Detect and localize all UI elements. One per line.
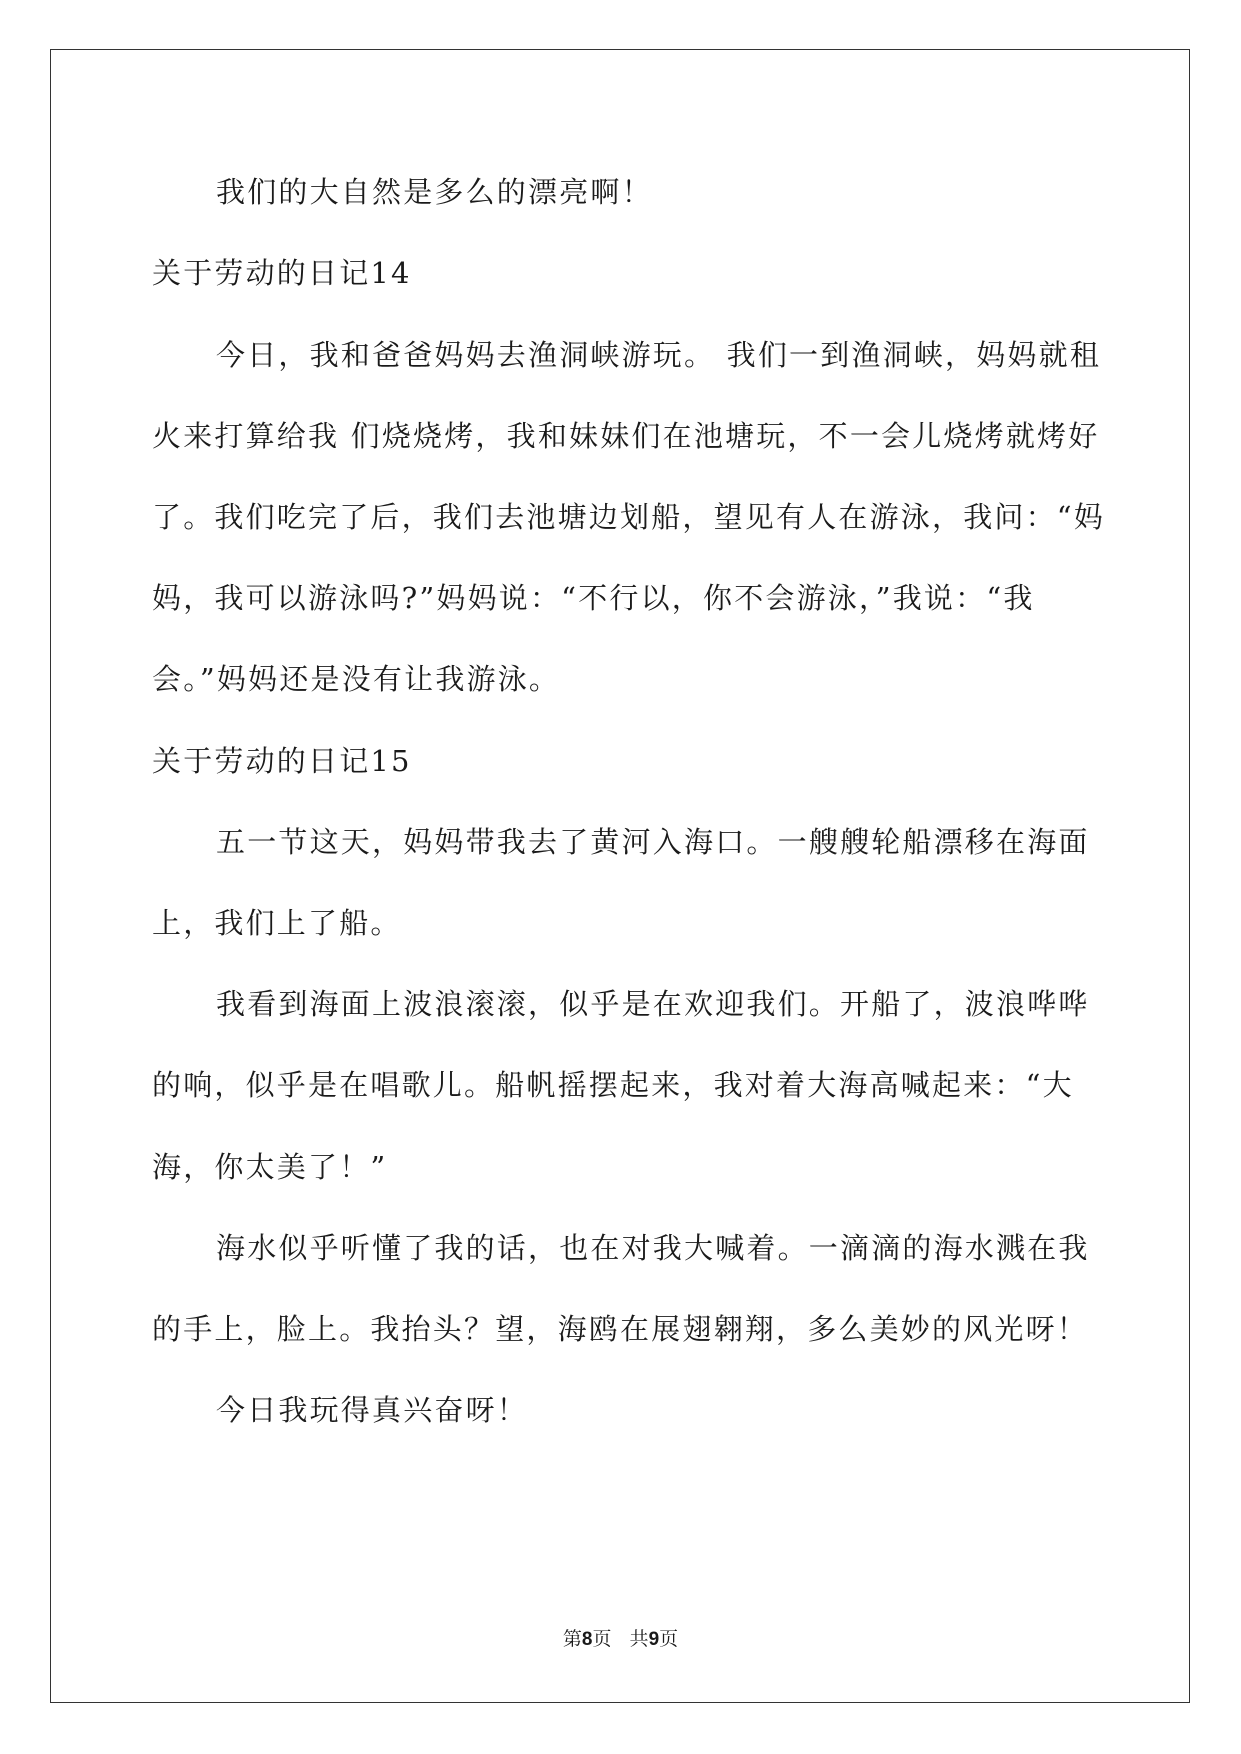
paragraph-line: 火来打算给我 们烧烧烤，我和妹妹们在池塘玩，不一会儿烧烤就烤好	[152, 419, 1100, 453]
paragraph-line: 五一节这天，妈妈带我去了黄河入海口。一艘艘轮船漂移在海面	[216, 825, 1090, 859]
page-footer	[0, 1626, 1241, 1653]
section-heading: 关于劳动的日记14	[152, 256, 412, 290]
paragraph-line: 的响，似乎是在唱歌儿。船帆摇摆起来，我对着大海高喊起来：“大	[152, 1068, 1074, 1102]
paragraph-line: 我看到海面上波浪滚滚，似乎是在欢迎我们。开船了，波浪哗哗	[216, 987, 1090, 1021]
footer-page-suffix: 页	[659, 1628, 679, 1650]
footer-total-pages: 9	[648, 1629, 660, 1650]
page-border	[50, 49, 1190, 1703]
paragraph-line: 的手上，脸上。我抬头？望，海鸥在展翅翱翔，多么美妙的风光呀！	[152, 1312, 1089, 1346]
paragraph-line: 上，我们上了船。	[152, 906, 402, 940]
paragraph-line: 妈，我可以游泳吗?”妈妈说：“不行以，你不会游泳，”我说：“我	[152, 581, 1035, 615]
paragraph-line: 我们的大自然是多么的漂亮啊！	[216, 175, 653, 209]
paragraph-line: 了。我们吃完了后，我们去池塘边划船，望见有人在游泳，我问：“妈	[152, 500, 1106, 534]
paragraph-line: 今日，我和爸爸妈妈去渔洞峡游玩。 我们一到渔洞峡，妈妈就租	[216, 338, 1102, 372]
paragraph-line: 今日我玩得真兴奋呀！	[216, 1393, 529, 1427]
footer-page-prefix: 第	[562, 1628, 582, 1650]
footer-page-mid: 页 共	[592, 1628, 649, 1650]
paragraph-line: 会。”妈妈还是没有让我游泳。	[152, 662, 561, 696]
paragraph-line: 海，你太美了！”	[152, 1150, 388, 1184]
paragraph-line: 海水似乎听懂了我的话，也在对我大喊着。一滴滴的海水溅在我	[216, 1231, 1090, 1265]
section-heading: 关于劳动的日记15	[152, 744, 412, 778]
footer-current-page: 8	[581, 1629, 593, 1650]
